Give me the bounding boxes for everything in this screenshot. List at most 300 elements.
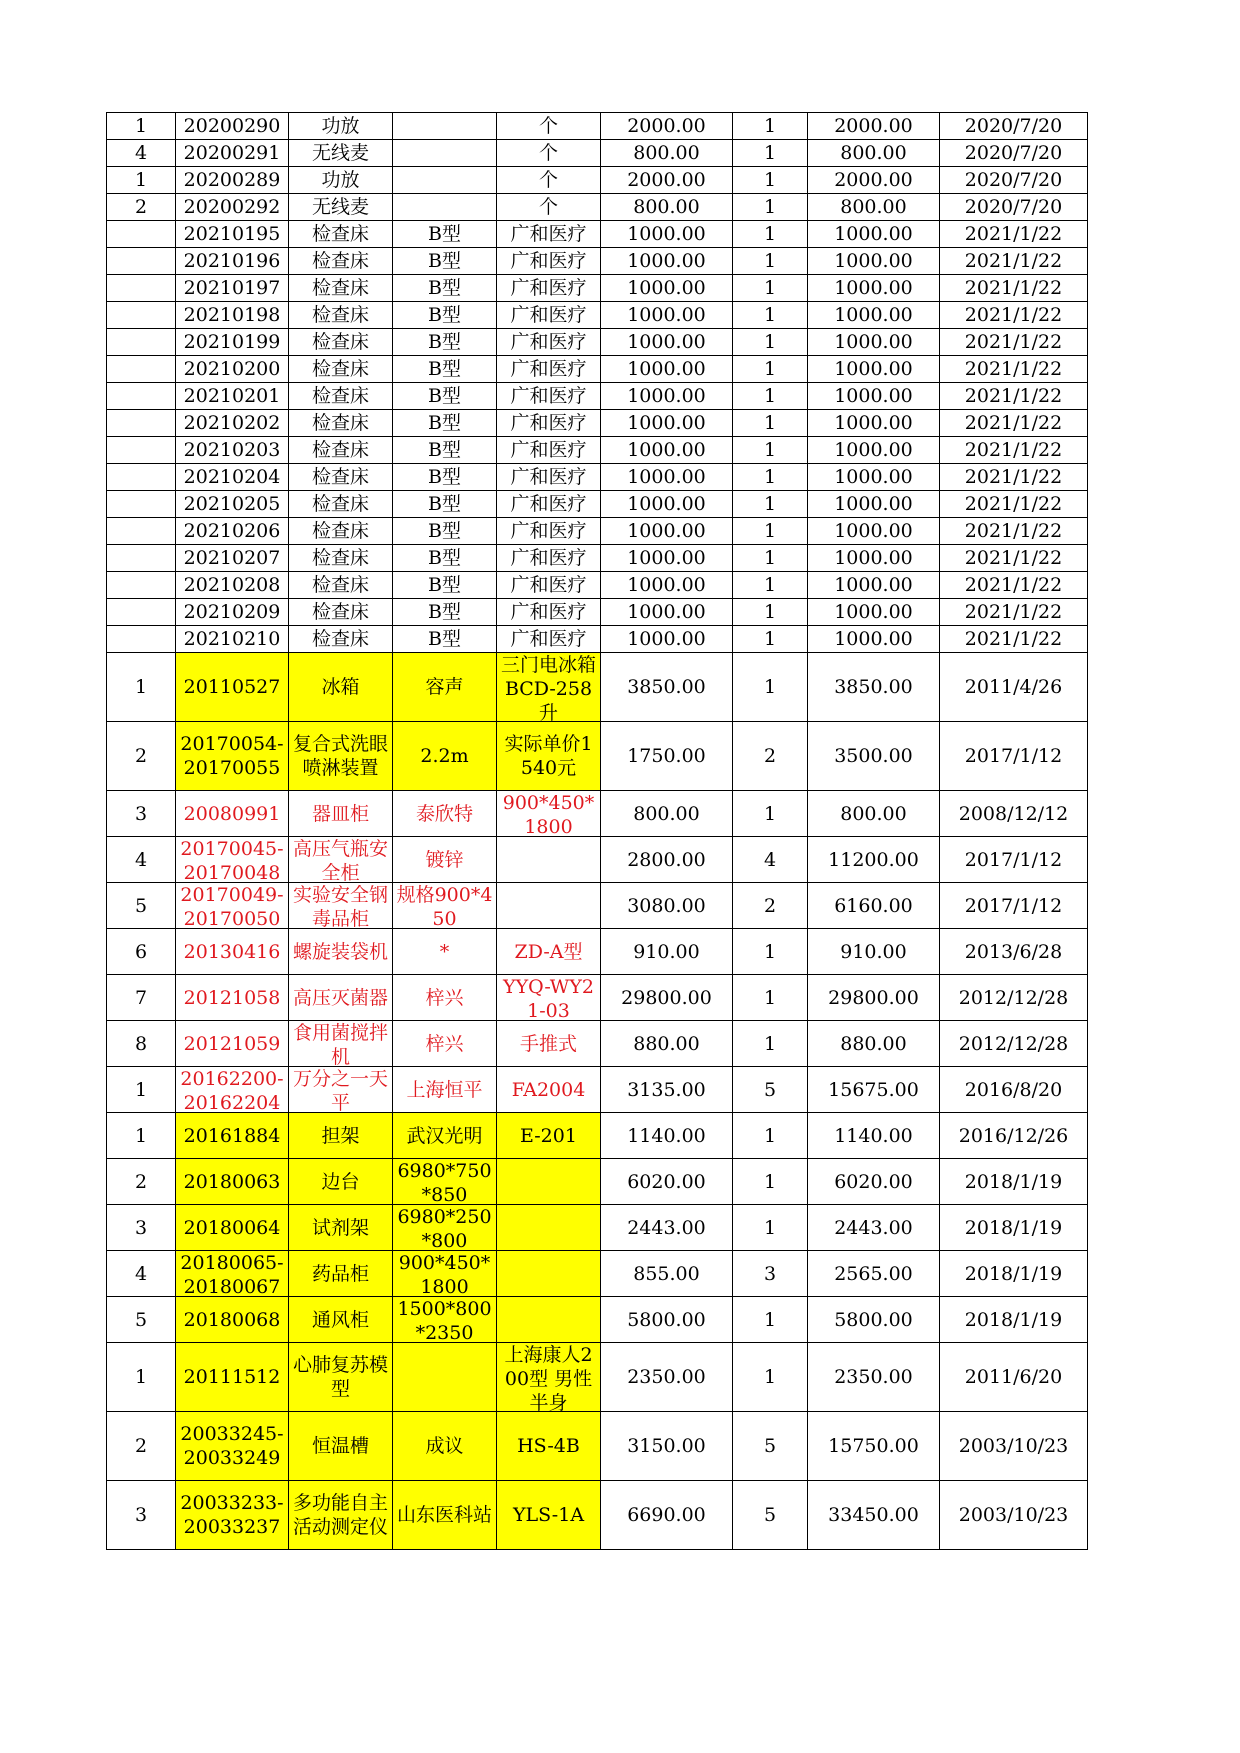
table-row bbox=[107, 113, 1088, 140]
cell-text: 检查床 bbox=[311, 331, 369, 353]
cell-amount bbox=[808, 1113, 940, 1159]
cell-text: 2021/1/22 bbox=[964, 250, 1063, 272]
cell-quantity bbox=[733, 140, 808, 167]
table-row bbox=[107, 491, 1088, 518]
cell-text: 2012/12/28 bbox=[958, 986, 1069, 1009]
table-row bbox=[107, 329, 1088, 356]
cell-text: 2008/12/12 bbox=[958, 802, 1069, 825]
cell-quantity bbox=[733, 791, 808, 837]
cell-text: 广和医疗 bbox=[510, 223, 587, 245]
cell-unit-price bbox=[601, 518, 733, 545]
cell-text: 1 bbox=[763, 940, 777, 963]
cell-spec bbox=[497, 1343, 601, 1412]
cell-spec bbox=[497, 791, 601, 837]
cell-text: 2021/1/22 bbox=[964, 547, 1063, 569]
cell-text: 20200291 bbox=[183, 142, 281, 164]
cell-text: 1000.00 bbox=[834, 466, 913, 488]
cell-text: 广和医疗 bbox=[510, 439, 587, 461]
cell-unit-price bbox=[601, 275, 733, 302]
cell-item-name bbox=[289, 722, 393, 791]
cell-unit-price bbox=[601, 1159, 733, 1205]
cell-asset-no bbox=[176, 929, 289, 975]
cell-quantity bbox=[733, 545, 808, 572]
cell-item-name bbox=[289, 464, 393, 491]
cell-item-name bbox=[289, 1481, 393, 1550]
cell-text: 800.00 bbox=[840, 802, 907, 825]
cell-model bbox=[393, 410, 497, 437]
cell-text: 多功能自主活动测定仪 bbox=[292, 1492, 388, 1538]
cell-text: 1000.00 bbox=[834, 439, 913, 461]
table-row bbox=[107, 302, 1088, 329]
table-row bbox=[107, 194, 1088, 221]
cell-quantity bbox=[733, 837, 808, 883]
cell-text: 1 bbox=[763, 493, 777, 515]
cell-amount bbox=[808, 410, 940, 437]
cell-text: 1 bbox=[763, 385, 777, 407]
cell-text: 检查床 bbox=[311, 493, 369, 515]
cell-model bbox=[393, 837, 497, 883]
cell-spec bbox=[497, 1159, 601, 1205]
cell-text: 2018/1/19 bbox=[964, 1308, 1063, 1331]
cell-text: 20121058 bbox=[183, 986, 281, 1009]
cell-spec bbox=[497, 518, 601, 545]
cell-text: 1 bbox=[763, 547, 777, 569]
cell-item-name bbox=[289, 140, 393, 167]
cell-text: 29800.00 bbox=[828, 986, 919, 1009]
cell-spec bbox=[497, 221, 601, 248]
cell-text: E-201 bbox=[520, 1124, 577, 1147]
cell-amount bbox=[808, 626, 940, 653]
cell-text: 无线麦 bbox=[311, 196, 369, 218]
cell-model bbox=[393, 1113, 497, 1159]
cell-text: 2013/6/28 bbox=[964, 940, 1063, 963]
cell-text: 15750.00 bbox=[828, 1435, 919, 1457]
cell-text: 三门电冰箱BCD-258升 bbox=[500, 654, 596, 721]
cell-text: YYQ-WY21-03 bbox=[503, 976, 594, 1020]
cell-text: 2018/1/19 bbox=[964, 1170, 1063, 1193]
cell-text: 20210197 bbox=[183, 277, 281, 299]
cell-text: 2021/1/22 bbox=[964, 601, 1063, 623]
cell-text: 1 bbox=[134, 115, 148, 137]
table-row bbox=[107, 518, 1088, 545]
cell-index bbox=[107, 722, 176, 791]
cell-text: B型 bbox=[428, 385, 461, 407]
cell-text: FA2004 bbox=[511, 1078, 586, 1101]
cell-index bbox=[107, 1113, 176, 1159]
cell-text: 1000.00 bbox=[627, 412, 706, 434]
cell-text: 1 bbox=[763, 196, 777, 218]
cell-text: 广和医疗 bbox=[510, 547, 587, 569]
cell-text: 900*450*1800 bbox=[502, 792, 595, 836]
cell-item-name bbox=[289, 383, 393, 410]
table-row bbox=[107, 275, 1088, 302]
cell-text: 1 bbox=[763, 1216, 777, 1239]
cell-index bbox=[107, 1021, 176, 1067]
cell-index bbox=[107, 545, 176, 572]
cell-date bbox=[940, 1067, 1088, 1113]
cell-model bbox=[393, 1067, 497, 1113]
cell-text: 1 bbox=[134, 1366, 148, 1388]
cell-text: 2020/7/20 bbox=[964, 115, 1063, 137]
cell-amount bbox=[808, 248, 940, 275]
cell-spec bbox=[497, 194, 601, 221]
cell-index bbox=[107, 275, 176, 302]
cell-asset-no bbox=[176, 437, 289, 464]
cell-quantity bbox=[733, 1021, 808, 1067]
cell-text: 通风柜 bbox=[311, 1308, 369, 1331]
cell-item-name bbox=[289, 410, 393, 437]
cell-quantity bbox=[733, 491, 808, 518]
cell-text: 1000.00 bbox=[627, 358, 706, 380]
cell-text: 3150.00 bbox=[627, 1435, 706, 1457]
cell-asset-no bbox=[176, 518, 289, 545]
cell-text: 20210196 bbox=[183, 250, 281, 272]
cell-text: 4 bbox=[134, 142, 148, 164]
cell-text: 2350.00 bbox=[627, 1366, 706, 1388]
cell-text: 2017/1/12 bbox=[964, 848, 1063, 871]
cell-index bbox=[107, 140, 176, 167]
cell-text: 1 bbox=[763, 601, 777, 623]
cell-quantity bbox=[733, 221, 808, 248]
cell-text: 1000.00 bbox=[627, 223, 706, 245]
cell-text: 2020/7/20 bbox=[964, 169, 1063, 191]
cell-amount bbox=[808, 1412, 940, 1481]
cell-spec bbox=[497, 626, 601, 653]
cell-text: 1 bbox=[763, 802, 777, 825]
cell-date bbox=[940, 545, 1088, 572]
cell-text: B型 bbox=[428, 250, 461, 272]
cell-model bbox=[393, 491, 497, 518]
cell-quantity bbox=[733, 572, 808, 599]
cell-text: 实验安全钢毒品柜 bbox=[292, 884, 388, 928]
cell-model bbox=[393, 626, 497, 653]
cell-text: 2000.00 bbox=[834, 115, 913, 137]
cell-quantity bbox=[733, 356, 808, 383]
cell-text: 5800.00 bbox=[834, 1308, 913, 1331]
cell-unit-price bbox=[601, 1481, 733, 1550]
cell-spec bbox=[497, 113, 601, 140]
cell-text: 2800.00 bbox=[627, 848, 706, 871]
cell-quantity bbox=[733, 464, 808, 491]
table-row bbox=[107, 599, 1088, 626]
cell-unit-price bbox=[601, 1343, 733, 1412]
cell-date bbox=[940, 1481, 1088, 1550]
cell-model bbox=[393, 275, 497, 302]
cell-quantity bbox=[733, 1412, 808, 1481]
cell-index bbox=[107, 653, 176, 722]
cell-text: 1 bbox=[763, 115, 777, 137]
cell-index bbox=[107, 248, 176, 275]
cell-date bbox=[940, 221, 1088, 248]
cell-quantity bbox=[733, 1297, 808, 1343]
cell-text: 2003/10/23 bbox=[958, 1504, 1069, 1526]
cell-text: 3 bbox=[134, 1216, 148, 1239]
cell-text: 2012/12/28 bbox=[958, 1032, 1069, 1055]
cell-text: 20121059 bbox=[183, 1032, 281, 1055]
cell-text: 20180068 bbox=[183, 1308, 281, 1331]
cell-item-name bbox=[289, 113, 393, 140]
cell-unit-price bbox=[601, 883, 733, 929]
cell-model bbox=[393, 1343, 497, 1412]
cell-text: 6980*750*850 bbox=[397, 1160, 492, 1204]
cell-date bbox=[940, 167, 1088, 194]
cell-text: 4 bbox=[134, 848, 148, 871]
cell-amount bbox=[808, 929, 940, 975]
cell-text: 880.00 bbox=[633, 1032, 700, 1055]
cell-amount bbox=[808, 1297, 940, 1343]
cell-text: 6020.00 bbox=[834, 1170, 913, 1193]
cell-text: 武汉光明 bbox=[406, 1124, 483, 1147]
cell-unit-price bbox=[601, 626, 733, 653]
cell-model bbox=[393, 653, 497, 722]
cell-item-name bbox=[289, 1205, 393, 1251]
cell-item-name bbox=[289, 275, 393, 302]
cell-text: 15675.00 bbox=[828, 1078, 919, 1101]
cell-text: 5800.00 bbox=[627, 1308, 706, 1331]
cell-text: 20210195 bbox=[183, 223, 281, 245]
cell-text: 1 bbox=[763, 223, 777, 245]
cell-quantity bbox=[733, 929, 808, 975]
cell-spec bbox=[497, 883, 601, 929]
cell-asset-no bbox=[176, 248, 289, 275]
table-row bbox=[107, 410, 1088, 437]
cell-amount bbox=[808, 356, 940, 383]
cell-text: 上海恒平 bbox=[406, 1078, 483, 1101]
cell-unit-price bbox=[601, 653, 733, 722]
cell-quantity bbox=[733, 275, 808, 302]
cell-text: 1 bbox=[763, 250, 777, 272]
cell-date bbox=[940, 1297, 1088, 1343]
cell-text: 3850.00 bbox=[627, 676, 706, 698]
cell-unit-price bbox=[601, 1412, 733, 1481]
cell-text: 1750.00 bbox=[627, 745, 706, 767]
cell-text: 1000.00 bbox=[627, 250, 706, 272]
cell-text: 20210207 bbox=[183, 547, 281, 569]
cell-index bbox=[107, 329, 176, 356]
cell-text: 螺旋装袋机 bbox=[292, 940, 388, 963]
cell-spec bbox=[497, 464, 601, 491]
cell-text: 2000.00 bbox=[627, 115, 706, 137]
cell-quantity bbox=[733, 1159, 808, 1205]
cell-text: 1000.00 bbox=[627, 493, 706, 515]
cell-spec bbox=[497, 356, 601, 383]
cell-asset-no bbox=[176, 1297, 289, 1343]
cell-text: 2021/1/22 bbox=[964, 520, 1063, 542]
cell-amount bbox=[808, 883, 940, 929]
table-row bbox=[107, 221, 1088, 248]
cell-unit-price bbox=[601, 722, 733, 791]
cell-quantity bbox=[733, 329, 808, 356]
cell-text: 2021/1/22 bbox=[964, 223, 1063, 245]
cell-text: 1 bbox=[763, 1366, 777, 1388]
cell-amount bbox=[808, 545, 940, 572]
cell-text: B型 bbox=[428, 439, 461, 461]
cell-model bbox=[393, 464, 497, 491]
cell-unit-price bbox=[601, 194, 733, 221]
cell-unit-price bbox=[601, 1113, 733, 1159]
cell-item-name bbox=[289, 329, 393, 356]
cell-model bbox=[393, 167, 497, 194]
cell-spec bbox=[497, 572, 601, 599]
cell-text: 1 bbox=[763, 277, 777, 299]
cell-item-name bbox=[289, 194, 393, 221]
asset-table bbox=[106, 112, 1088, 1550]
cell-amount bbox=[808, 975, 940, 1021]
cell-text: 1 bbox=[763, 1308, 777, 1331]
cell-text: 20130416 bbox=[183, 940, 281, 963]
cell-text: B型 bbox=[428, 574, 461, 596]
cell-text: 1000.00 bbox=[627, 385, 706, 407]
cell-date bbox=[940, 975, 1088, 1021]
cell-unit-price bbox=[601, 383, 733, 410]
cell-text: B型 bbox=[428, 277, 461, 299]
cell-date bbox=[940, 302, 1088, 329]
cell-text: 2020/7/20 bbox=[964, 196, 1063, 218]
cell-spec bbox=[497, 437, 601, 464]
cell-text: 20110527 bbox=[183, 676, 281, 698]
cell-model bbox=[393, 1251, 497, 1297]
cell-text: 20210200 bbox=[183, 358, 281, 380]
cell-asset-no bbox=[176, 653, 289, 722]
cell-text: 29800.00 bbox=[621, 986, 712, 1009]
cell-amount bbox=[808, 1159, 940, 1205]
cell-index bbox=[107, 1205, 176, 1251]
cell-amount bbox=[808, 572, 940, 599]
cell-text: 2 bbox=[763, 894, 777, 917]
cell-item-name bbox=[289, 545, 393, 572]
cell-date bbox=[940, 1159, 1088, 1205]
cell-text: 检查床 bbox=[311, 223, 369, 245]
cell-quantity bbox=[733, 1481, 808, 1550]
cell-index bbox=[107, 837, 176, 883]
cell-text: 1 bbox=[763, 520, 777, 542]
cell-index bbox=[107, 518, 176, 545]
cell-index bbox=[107, 464, 176, 491]
cell-model bbox=[393, 722, 497, 791]
cell-item-name bbox=[289, 653, 393, 722]
cell-text: 广和医疗 bbox=[510, 358, 587, 380]
cell-text: 1000.00 bbox=[834, 358, 913, 380]
table-row bbox=[107, 1159, 1088, 1205]
cell-unit-price bbox=[601, 599, 733, 626]
cell-text: 担架 bbox=[321, 1124, 360, 1147]
cell-text: 20210210 bbox=[183, 628, 281, 650]
cell-spec bbox=[497, 1297, 601, 1343]
cell-text: 试剂架 bbox=[311, 1216, 369, 1239]
cell-asset-no bbox=[176, 113, 289, 140]
cell-text: 1000.00 bbox=[834, 601, 913, 623]
cell-text: 5 bbox=[763, 1435, 777, 1457]
cell-text: 20180065-20180067 bbox=[180, 1252, 284, 1296]
cell-amount bbox=[808, 329, 940, 356]
cell-text: 检查床 bbox=[311, 250, 369, 272]
cell-unit-price bbox=[601, 572, 733, 599]
cell-text: 20210198 bbox=[183, 304, 281, 326]
cell-text: 1000.00 bbox=[834, 412, 913, 434]
cell-text: 5 bbox=[134, 1308, 148, 1331]
cell-text: 8 bbox=[134, 1032, 148, 1055]
cell-text: 2 bbox=[134, 1170, 148, 1193]
cell-text: 20180064 bbox=[183, 1216, 281, 1239]
cell-text: 20170049-20170050 bbox=[180, 884, 284, 928]
cell-asset-no bbox=[176, 464, 289, 491]
cell-quantity bbox=[733, 248, 808, 275]
cell-text: 检查床 bbox=[311, 466, 369, 488]
cell-text: 容声 bbox=[425, 676, 464, 698]
cell-text: 11200.00 bbox=[828, 848, 919, 871]
cell-text: 1000.00 bbox=[834, 250, 913, 272]
cell-text: 20200289 bbox=[183, 169, 281, 191]
cell-text: 1 bbox=[763, 1032, 777, 1055]
cell-model bbox=[393, 437, 497, 464]
cell-asset-no bbox=[176, 791, 289, 837]
cell-text: 1 bbox=[763, 676, 777, 698]
cell-asset-no bbox=[176, 356, 289, 383]
cell-text: 2020/7/20 bbox=[964, 142, 1063, 164]
cell-text: 20161884 bbox=[183, 1124, 281, 1147]
cell-text: 2350.00 bbox=[834, 1366, 913, 1388]
table-row bbox=[107, 722, 1088, 791]
cell-text: 万分之一天平 bbox=[292, 1068, 388, 1112]
cell-text: 1000.00 bbox=[627, 547, 706, 569]
cell-text: YLS-1A bbox=[512, 1504, 585, 1526]
cell-asset-no bbox=[176, 329, 289, 356]
cell-item-name bbox=[289, 929, 393, 975]
cell-spec bbox=[497, 1205, 601, 1251]
cell-date bbox=[940, 572, 1088, 599]
cell-text: 广和医疗 bbox=[510, 250, 587, 272]
cell-text: ZD-A型 bbox=[514, 940, 583, 963]
cell-unit-price bbox=[601, 1251, 733, 1297]
cell-item-name bbox=[289, 1067, 393, 1113]
cell-quantity bbox=[733, 437, 808, 464]
cell-text: 检查床 bbox=[311, 520, 369, 542]
cell-spec bbox=[497, 302, 601, 329]
cell-spec bbox=[497, 329, 601, 356]
cell-spec bbox=[497, 975, 601, 1021]
table-row bbox=[107, 248, 1088, 275]
cell-model bbox=[393, 248, 497, 275]
cell-asset-no bbox=[176, 1412, 289, 1481]
cell-unit-price bbox=[601, 302, 733, 329]
table-row bbox=[107, 975, 1088, 1021]
cell-item-name bbox=[289, 975, 393, 1021]
cell-unit-price bbox=[601, 167, 733, 194]
cell-text: 3 bbox=[763, 1262, 777, 1285]
cell-date bbox=[940, 383, 1088, 410]
cell-amount bbox=[808, 1343, 940, 1412]
cell-text: 1000.00 bbox=[834, 223, 913, 245]
cell-text: 1 bbox=[763, 628, 777, 650]
cell-amount bbox=[808, 791, 940, 837]
cell-text: 2021/1/22 bbox=[964, 304, 1063, 326]
cell-text: 20210208 bbox=[183, 574, 281, 596]
cell-date bbox=[940, 275, 1088, 302]
table-row bbox=[107, 437, 1088, 464]
cell-text: 2021/1/22 bbox=[964, 493, 1063, 515]
cell-text: 1 bbox=[763, 986, 777, 1009]
table-row bbox=[107, 1297, 1088, 1343]
cell-index bbox=[107, 572, 176, 599]
cell-text: 2443.00 bbox=[834, 1216, 913, 1239]
cell-text: 1000.00 bbox=[834, 628, 913, 650]
cell-text: 1000.00 bbox=[627, 304, 706, 326]
cell-amount bbox=[808, 1021, 940, 1067]
cell-asset-no bbox=[176, 572, 289, 599]
cell-asset-no bbox=[176, 275, 289, 302]
cell-text: 20210209 bbox=[183, 601, 281, 623]
cell-index bbox=[107, 356, 176, 383]
